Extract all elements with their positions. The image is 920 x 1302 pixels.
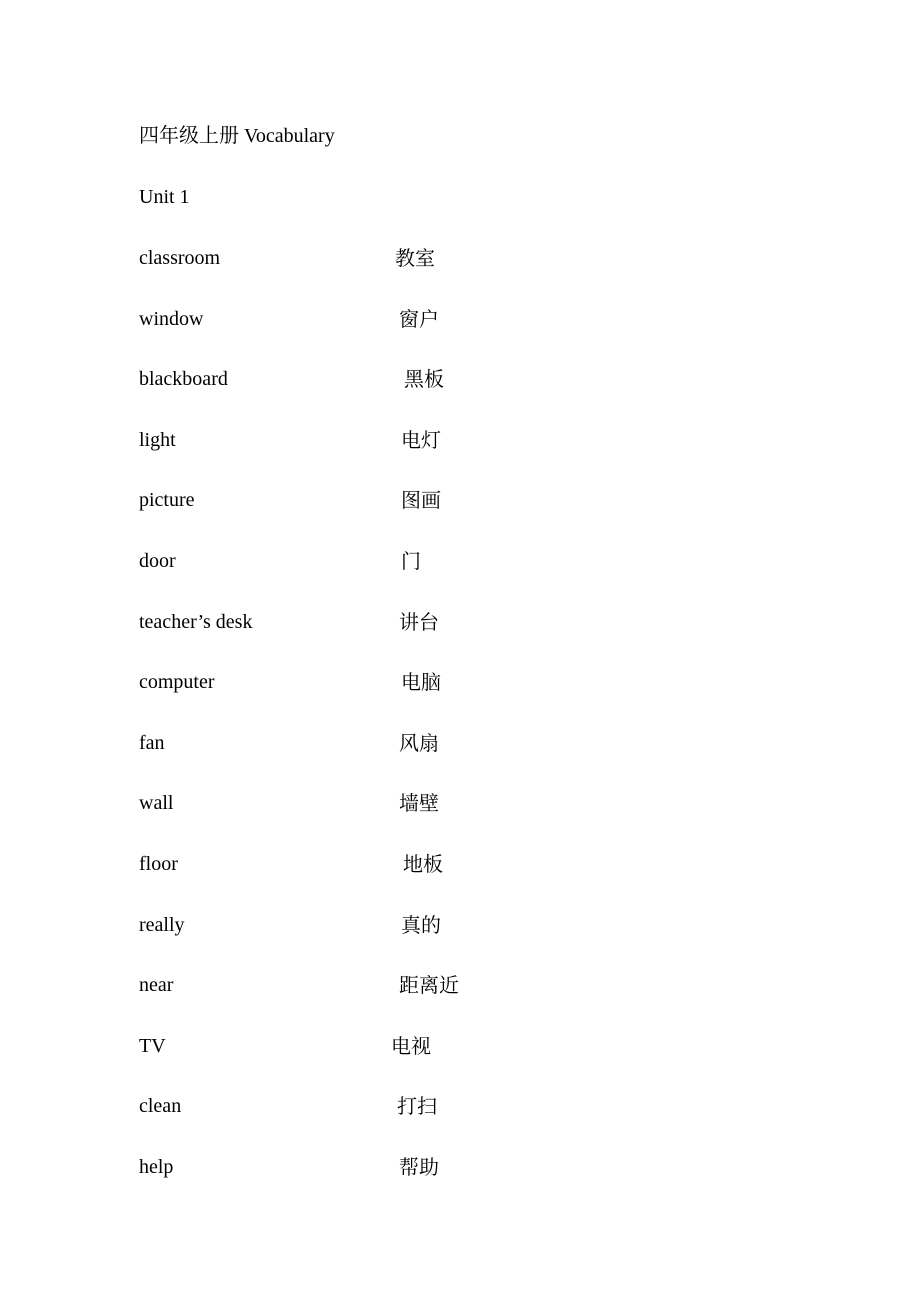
english-word: blackboard: [139, 368, 228, 390]
chinese-translation: 窗户: [399, 307, 439, 331]
page-title: 四年级上册 Vocabulary: [139, 125, 335, 147]
vocabulary-row: [139, 246, 739, 272]
english-word: floor: [139, 853, 178, 875]
unit-heading: Unit 1: [139, 186, 190, 208]
chinese-translation: 真的: [401, 913, 441, 937]
chinese-translation: 墙壁: [399, 791, 439, 815]
english-word: light: [139, 429, 176, 451]
english-word: window: [139, 308, 204, 330]
chinese-translation: 电视: [391, 1034, 431, 1058]
english-word: TV: [139, 1035, 166, 1057]
vocabulary-row: [139, 307, 739, 333]
vocabulary-row: [139, 488, 739, 514]
chinese-translation: 打扫: [397, 1094, 437, 1118]
chinese-translation: 风扇: [399, 731, 439, 755]
vocabulary-row: [139, 973, 739, 999]
chinese-translation: 距离近: [399, 973, 459, 997]
chinese-translation: 教室: [395, 246, 435, 270]
english-word: help: [139, 1156, 174, 1178]
vocabulary-row: [139, 428, 739, 454]
chinese-translation: 地板: [403, 852, 443, 876]
english-word: wall: [139, 792, 174, 814]
vocabulary-row: [139, 1155, 739, 1181]
english-word: classroom: [139, 247, 221, 269]
english-word: picture: [139, 489, 195, 511]
vocabulary-row: [139, 610, 739, 636]
english-word: clean: [139, 1095, 182, 1117]
chinese-translation: 门: [401, 549, 421, 573]
vocabulary-row: [139, 1034, 739, 1060]
vocabulary-row: [139, 1094, 739, 1120]
english-word: computer: [139, 671, 215, 693]
vocabulary-row: [139, 731, 739, 757]
chinese-translation: 黑板: [404, 367, 444, 391]
english-word: fan: [139, 732, 165, 754]
english-word: teacher’s desk: [139, 611, 253, 633]
english-word: near: [139, 974, 174, 996]
vocabulary-row: [139, 791, 739, 817]
vocabulary-row: [139, 367, 739, 393]
vocabulary-row: [139, 852, 739, 878]
chinese-translation: 帮助: [399, 1155, 439, 1179]
chinese-translation: 电灯: [401, 428, 441, 452]
english-word: door: [139, 550, 176, 572]
vocabulary-row: [139, 670, 739, 696]
vocabulary-row: [139, 549, 739, 575]
chinese-translation: 电脑: [401, 670, 441, 694]
english-word: really: [139, 914, 185, 936]
vocabulary-row: [139, 913, 739, 939]
chinese-translation: 图画: [401, 488, 441, 512]
chinese-translation: 讲台: [399, 610, 439, 634]
